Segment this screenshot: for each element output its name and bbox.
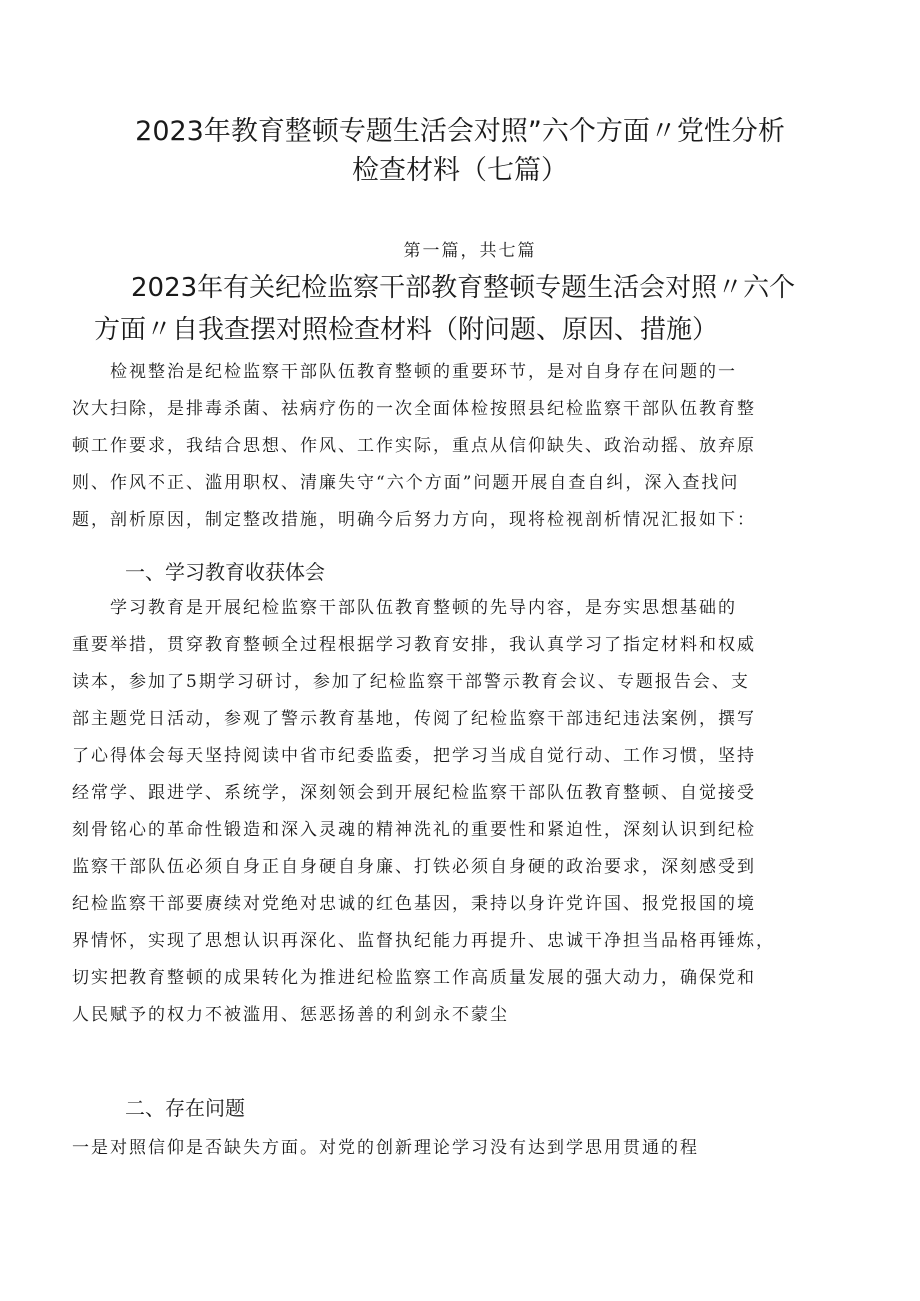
section-learning-paragraph xyxy=(72,590,862,1034)
paragraph-line: 顿工作要求，我结合思想、作风、工作实际，重点从信仰缺失、政治动摇、放弃原 xyxy=(72,436,756,456)
subtitle-line-2: 方面〃自我查摆对照检查材料（附问题、原因、措施） xyxy=(94,315,719,345)
paragraph-line: 学习教育是开展纪检监察干部队伍教育整顿的先导内容，是夯实思想基础的 xyxy=(72,598,737,618)
section-heading-problems: 二、存在问题 xyxy=(125,1096,245,1120)
intro-paragraph xyxy=(72,354,862,539)
paragraph-line: 了心得体会每天坚持阅读中省市纪委监委，把学习当成自觉行动、工作习惯，坚持 xyxy=(72,746,756,766)
paragraph-line: 人民赋予的权力不被滥用、惩恶扬善的利剑永不蒙尘 xyxy=(72,1005,509,1025)
document-title-line-2: 检查材料（七篇） xyxy=(352,155,568,186)
paragraph-line: 经常学、跟进学、系统学，深刻领会到开展纪检监察干部队伍教育整顿、自觉接受 xyxy=(72,783,756,803)
document-title-line-1: 2023年教育整顿专题生活会对照”六个方面〃党性分析 xyxy=(135,116,785,147)
paragraph-line: 题，剖析原因，制定整改措施，明确今后努力方向，现将检视剖析情况汇报如下： xyxy=(72,510,756,530)
subtitle-line-1: 2023年有关纪检监察干部教育整顿专题生活会对照〃六个 xyxy=(131,273,796,303)
paragraph-line: 监察干部队伍必须自身正自身硬自身廉、打铁必须自身硬的政治要求，深刻感受到 xyxy=(72,857,756,877)
paragraph-line: 读本，参加了5期学习研讨，参加了纪检监察干部警示教育会议、专题报告会、支 xyxy=(72,672,750,692)
section-heading-learning: 一、学习教育收获体会 xyxy=(125,560,325,584)
paragraph-line: 部主题党日活动，参观了警示教育基地，传阅了纪检监察干部违纪违法案例，撰写 xyxy=(72,709,756,729)
paragraph-line: 纪检监察干部要赓续对党绝对忠诚的红色基因，秉持以身许党许国、报党报国的境 xyxy=(72,894,756,914)
paragraph-line: 界情怀，实现了思想认识再深化、监督执纪能力再提升、忠诚干净担当品格再锤炼， xyxy=(72,931,775,951)
paragraph-line: 重要举措，贯穿教育整顿全过程根据学习教育安排，我认真学习了指定材料和权威 xyxy=(72,635,756,655)
part-label: 第一篇，共七篇 xyxy=(403,241,537,261)
paragraph-line: 一是对照信仰是否缺失方面。对党的创新理论学习没有达到学思用贯通的程 xyxy=(72,1138,699,1158)
section-problems-paragraph xyxy=(72,1130,862,1167)
paragraph-line: 次大扫除，是排毒杀菌、祛病疗伤的一次全面体检按照县纪检监察干部队伍教育整 xyxy=(72,399,756,419)
paragraph-line: 检视整治是纪检监察干部队伍教育整顿的重要环节，是对自身存在问题的一 xyxy=(72,362,737,382)
paragraph-line: 切实把教育整顿的成果转化为推进纪检监察工作高质量发展的强大动力，确保党和 xyxy=(72,968,756,988)
paragraph-line: 则、作风不正、滥用职权、清廉失守“六个方面”问题开展自查自纠，深入查找问 xyxy=(72,473,740,493)
paragraph-line: 刻骨铭心的革命性锻造和深入灵魂的精神洗礼的重要性和紧迫性，深刻认识到纪检 xyxy=(72,820,756,840)
